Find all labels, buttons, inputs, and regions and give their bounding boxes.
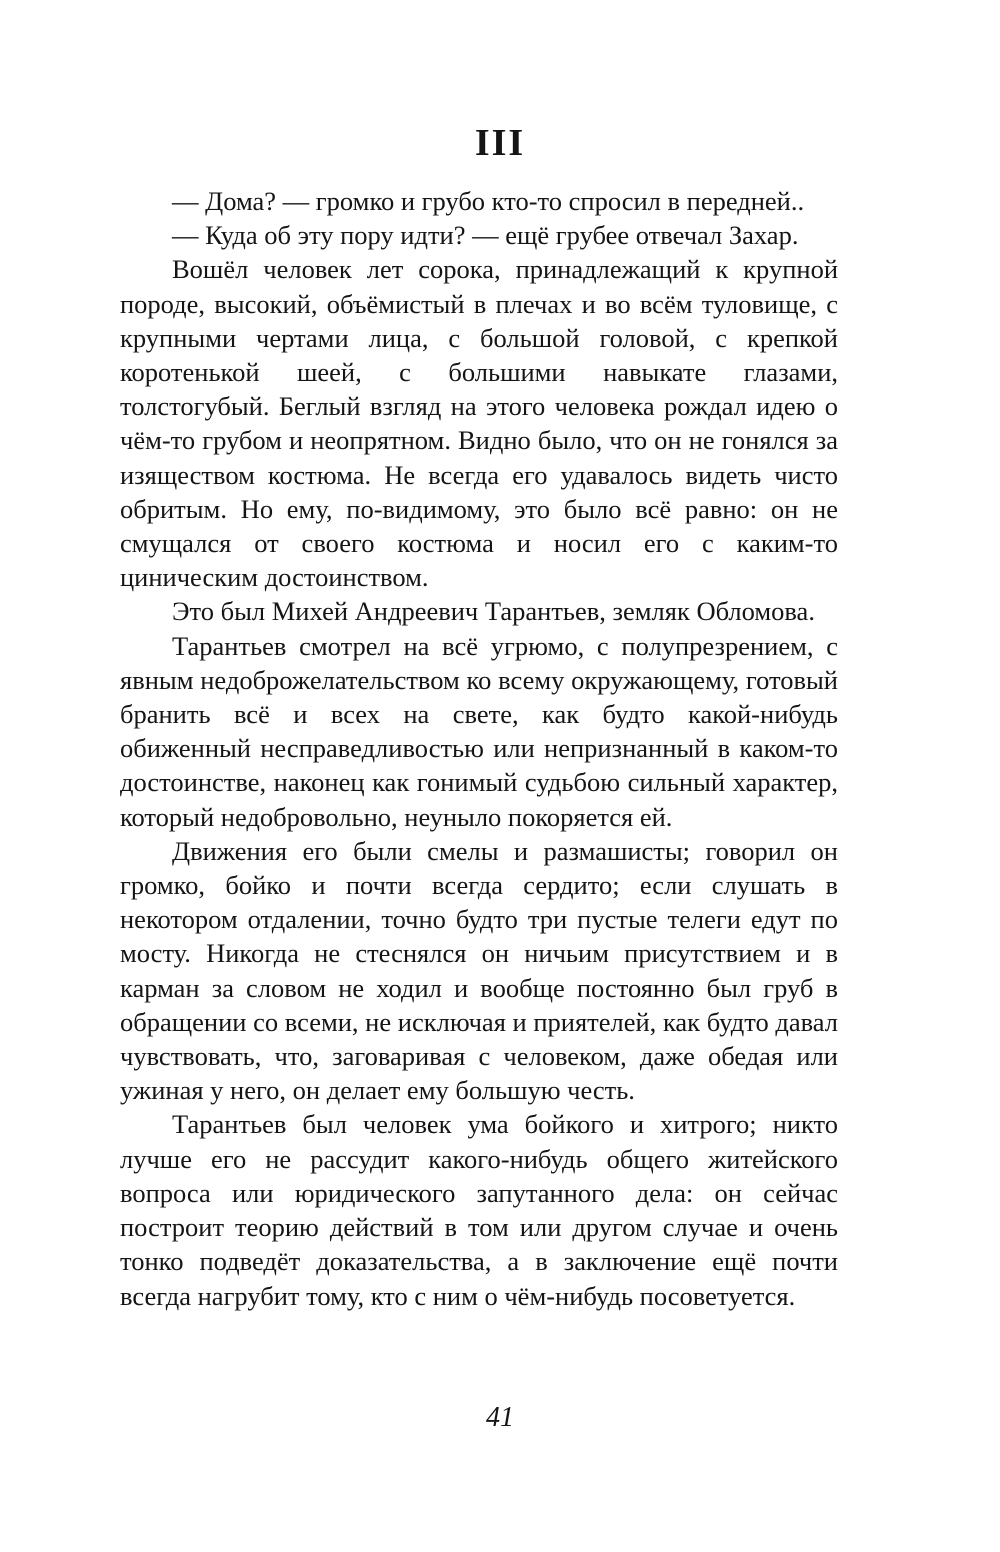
paragraph-character: Тарантьев смотрел на всё угрюмо, с полупрезрением, с явным недоброжелательством ко всему окружающему, готовый бранить всё и всех на свете, как будто какой-нибудь обиженный несправедливостью или непризнанный в каком-то достоинстве, наконец как гонимый судьбою сильный характер, который недобровольно, неуныло покоряется ей. (120, 630, 838, 832)
body-text (120, 184, 838, 1313)
chapter-heading: III (474, 122, 526, 164)
paragraph-description: Вошёл человек лет сорока, принадлежащий к крупной породе, высокий, объёмистый в плечах и во всём туловище, с крупными чертами лица, с большой головой, с крепкой коротенькой шеей, с большими навыкате глазами, толстогубый. Беглый взгляд на этого человека рождал идею о чём-то грубом и неопрятном. Видно было, что он не гонялся за изяществом костюма. Не всегда его удавалось видеть чисто обритым. Но ему, по-видимому, это было всё равно: он не смущался от своего костюма и носил его с каким-то циническим достоинством. (120, 254, 838, 593)
paragraph-mind: Тарантьев был человек ума бойкого и хитрого; никто лучше его не рассудит какого-нибудь общего житейского вопроса или юридического запутанного дела: он сейчас построит теорию действий в том или другом случае и очень тонко подведёт доказательства, а в заключение ещё почти всегда нагрубит тому, кто с ним о чём-нибудь посоветуется. (120, 1109, 838, 1311)
paragraph-dialogue-2: — Куда об эту пору идти? — ещё грубее отвечал Захар. (172, 220, 799, 251)
page-number: 41 (486, 1402, 514, 1433)
paragraph-manners: Движения его были смелы и размашисты; говорил он громко, бойко и почти всегда сердито; если слушать в некотором отдалении, точно будто три пустые телеги едут по мосту. Никогда не стеснялся он ничьим присутствием и в карман за словом не ходил и вообще постоянно был груб в обращении со всеми, не исключая и приятелей, как будто давал чувствовать, что, заговаривая с человеком, даже обедая или ужиная у него, он делает ему большую честь. (120, 835, 838, 1106)
paragraph-identity: Это был Михей Андреевич Тарантьев, земляк Обломова. (172, 596, 815, 627)
paragraph-dialogue-1: — Дома? — громко и грубо кто-то спросил в передней.. (172, 186, 805, 216)
